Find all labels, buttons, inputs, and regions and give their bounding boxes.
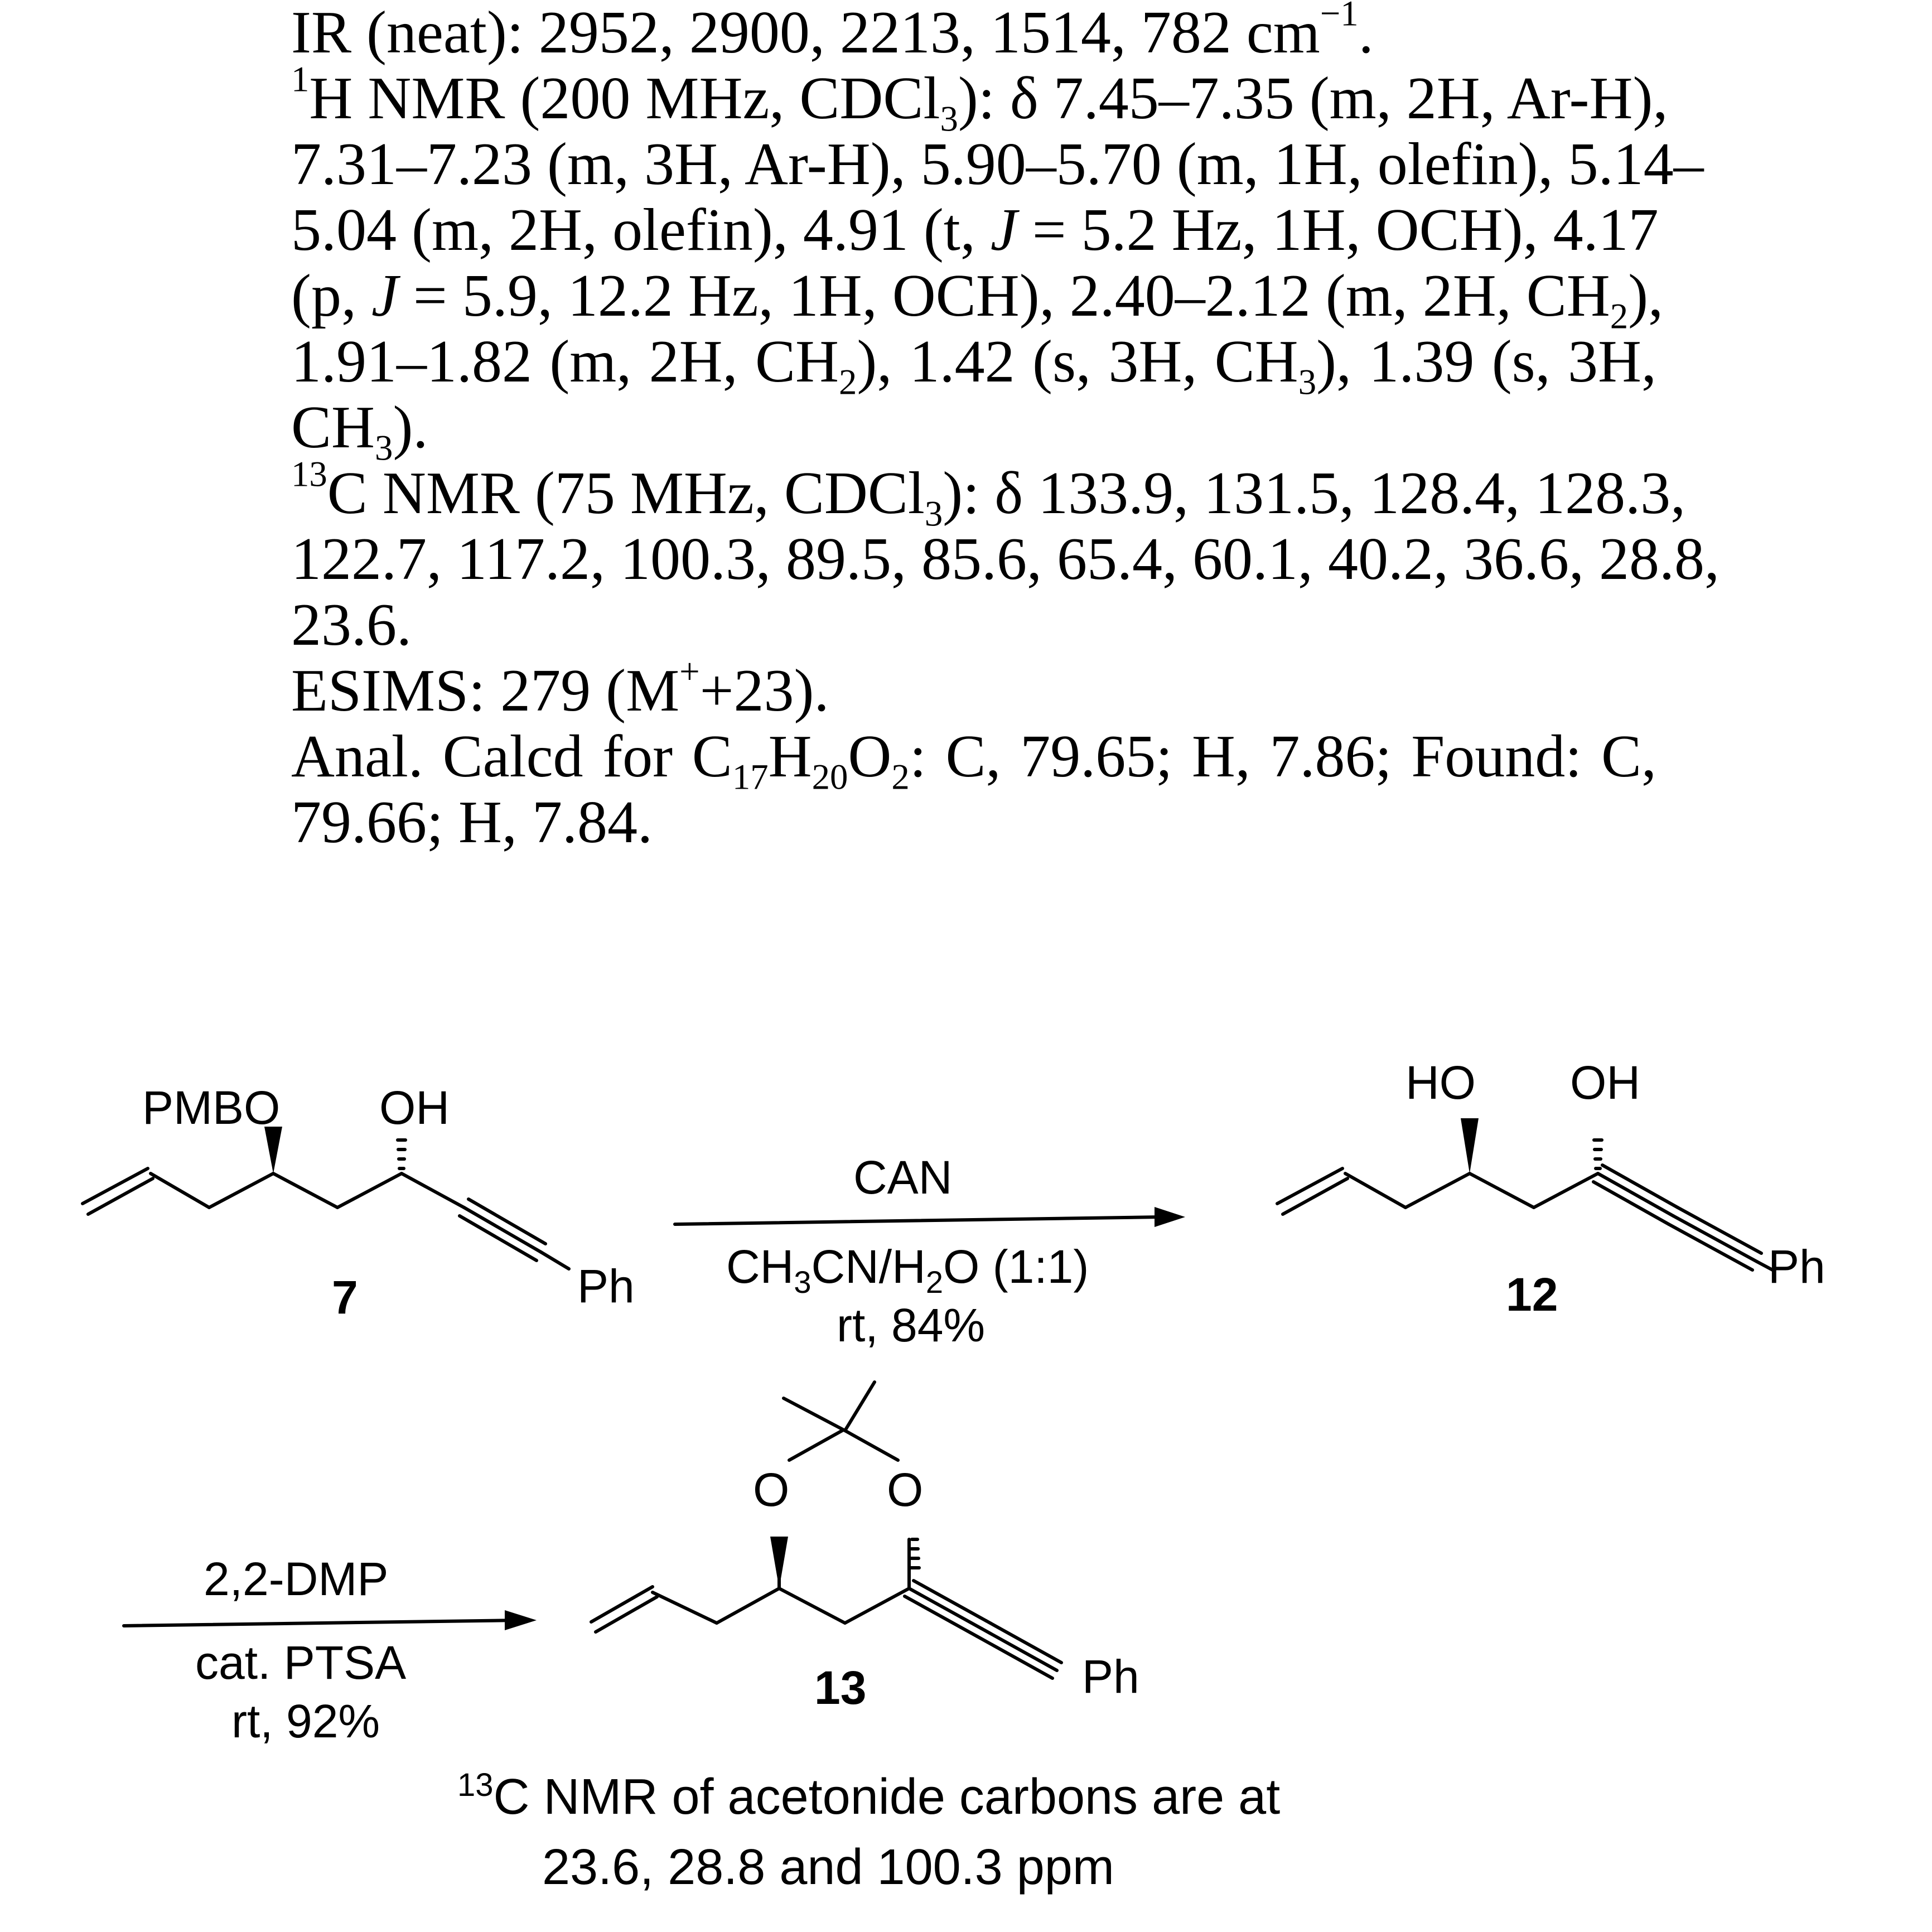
arrow-1-conditions: rt, 84% (837, 1299, 986, 1351)
acetonide-oxygen-right: O (887, 1464, 924, 1516)
compound-7-structure (83, 1140, 569, 1269)
arrow-2-head (505, 1610, 537, 1630)
compound-number-12: 12 (1506, 1268, 1558, 1321)
compound-12-wedge-bond (1461, 1118, 1479, 1173)
reaction-arrow-1 (675, 1217, 1160, 1224)
c-nmr-data: $^{13}$C NMR (75 MHz, CDCl$_3$): δ 133.9, 131.5, 128.4, 128.3, 122.7, 117.2, 100.3, 89.5, 85.6, 65.4, 60.1, 40.2, 36.6, 28.8, 23.6. (291, 454, 1720, 658)
compound-12-structure (1277, 1140, 1774, 1271)
esims-data: ESIMS: 279 (M++23). (291, 651, 829, 724)
acetonide-note-line-1: $^{13}$C NMR of acetonide carbons are at (457, 1767, 1281, 1825)
compound-number-13: 13 (814, 1661, 867, 1714)
oh-label-12: OH (1570, 1056, 1640, 1109)
ph-label-7: Ph (577, 1260, 635, 1312)
acetonide-oxygen-left: O (753, 1464, 790, 1516)
compound-13-structure (591, 1382, 1061, 1678)
arrow-2-reagent: 2,2-DMP (204, 1553, 389, 1605)
h-nmr-data: $^1$H NMR (200 MHz, CDCl$_3$): δ 7.45–7.35 (m, 2H, Ar-H), 7.31–7.23 (m, 3H, Ar-H), 5.90–5.70 (m, 1H, olefin), 5.14– 5.04 (m, 2H, olefin), 4.91 (t, J = 5.2 Hz, 1H, OCH), 4.17 (p, J = 5.9, 12.2 Hz, 1H, OCH), 2.40–2.12 (m, 2H, $CH_2$), 1.91–1.82 (m, 2H, $CH_2$), 1.42 (s, 3H, $CH_3$), 1.39 (s, 3H, $CH_3$). (291, 59, 1704, 468)
arrow-2-catalyst: cat. PTSA (195, 1636, 407, 1689)
acetonide-note-line-2: 23.6, 28.8 and 100.3 ppm (542, 1839, 1114, 1895)
arrow-1-head (1155, 1207, 1185, 1227)
compound-number-7: 7 (332, 1271, 358, 1324)
arrow-1-reagent: CAN (853, 1151, 953, 1204)
ho-label-12: HO (1405, 1056, 1476, 1109)
ph-label-13: Ph (1082, 1650, 1139, 1703)
reaction-arrow-2 (124, 1620, 519, 1626)
arrow-1-solvent: $CH_3CN/H_2O$ (1:1) (726, 1240, 1089, 1300)
oh-label-7: OH (379, 1081, 450, 1134)
compound-13-wedge-bond (770, 1537, 788, 1588)
ir-data: IR (neat): 2952, 2900, 2213, 1514, 782 $cm^{-1}$. (291, 0, 1374, 66)
elemental-analysis: Anal. Calcd for $C_{17}H_{20}O_2$: C, 79.65; H, 7.86; Found: C, 79.66; H, 7.84. (291, 723, 1657, 856)
pmbo-label: PMBO (142, 1081, 281, 1134)
ph-label-12: Ph (1768, 1240, 1825, 1293)
arrow-2-conditions: rt, 92% (231, 1695, 380, 1747)
